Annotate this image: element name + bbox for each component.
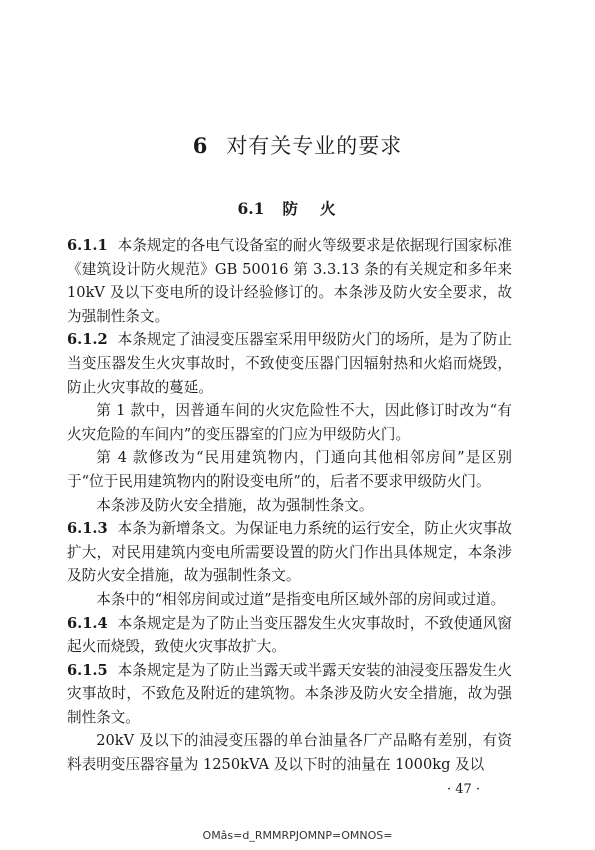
paragraph-text: 第 1 款中，因普通车间的火灾危险性不大，因此修订时改为“有火灾危险的车间内”的变压器室的门应为甲级防火门。 [67,402,512,443]
clause-number: 6.1.1 [67,237,108,254]
paragraph-text: 20kV 及以下的油浸变压器的单台油量各厂产品略有差别，有资料表明变压器容量为 1250kVA 及以下时的油量在 1000kg 及以 [67,732,512,774]
paragraph [67,234,512,328]
body-text [67,234,512,777]
section-title [0,197,595,219]
paragraph [67,612,512,659]
paragraph-text: 本条为新增条文。为保证电力系统的运行安全，防止火灾事故扩大，对民用建筑内变电所需要设置的防火门作出具体规定，本条涉及防火安全措施，故为强制性条文。 [67,520,512,585]
clause-number: 6.1.3 [67,520,108,538]
paragraph [67,399,512,446]
paragraph-text: 第 4 款修改为“民用建筑物内，门通向其他相邻房间”是区别于“位于民用建筑物内的附设变电所”的，后者不要求甲级防火门。 [67,449,512,490]
paragraph [67,588,512,612]
page-number: · 47 · [447,782,481,797]
paragraph-text: 本条规定的各电气设备室的耐火等级要求是依据现行国家标准《建筑设计防火规范》GB 50016 第 3.3.13 条的有关规定和多年来 10kV 及以下变电所的设计经验修订的。本条涉及防火安全要求，故为强制性条文。 [67,237,512,325]
paragraph-text: 本条涉及防火安全措施，故为强制性条文。 [96,496,374,514]
paragraph-text: 本条中的“相邻房间或过道”是指变电所区域外部的房间或过道。 [96,590,506,608]
clause-number: 6.1.5 [67,661,108,679]
paragraph [67,494,512,518]
paragraph [67,659,512,730]
section-number: 6.1 [237,199,265,218]
paragraph [67,729,512,776]
paragraph-text: 本条规定了油浸变压器室采用甲级防火门的场所，是为了防止当变压器发生火灾事故时，不致使变压器门因辐射热和火焰而烧毁，防止火灾事故的蔓延。 [67,331,512,396]
paragraph [67,328,512,399]
chapter-title [0,130,595,160]
clause-number: 6.1.2 [67,331,108,349]
paragraph-text: 本条规定是为了防止当变压器发生火灾事故时，不致使通风窗起火而烧毁，致使火灾事故扩大。 [67,614,512,656]
paragraph [67,446,512,493]
paragraph [67,517,512,588]
clause-number: 6.1.4 [67,614,108,632]
footer-code: OMâs=d_RMMRPJOMNP=OMNOS= [202,829,393,842]
section-title-text: 防火 [282,199,358,218]
chapter-number: 6 [192,133,209,158]
paragraph-text: 本条规定是为了防止当露天或半露天安装的油浸变压器发生火灾事故时，不致危及附近的建筑物。本条涉及防火安全措施，故为强制性条文。 [67,661,512,726]
chapter-title-text: 对有关专业的要求 [226,134,403,158]
